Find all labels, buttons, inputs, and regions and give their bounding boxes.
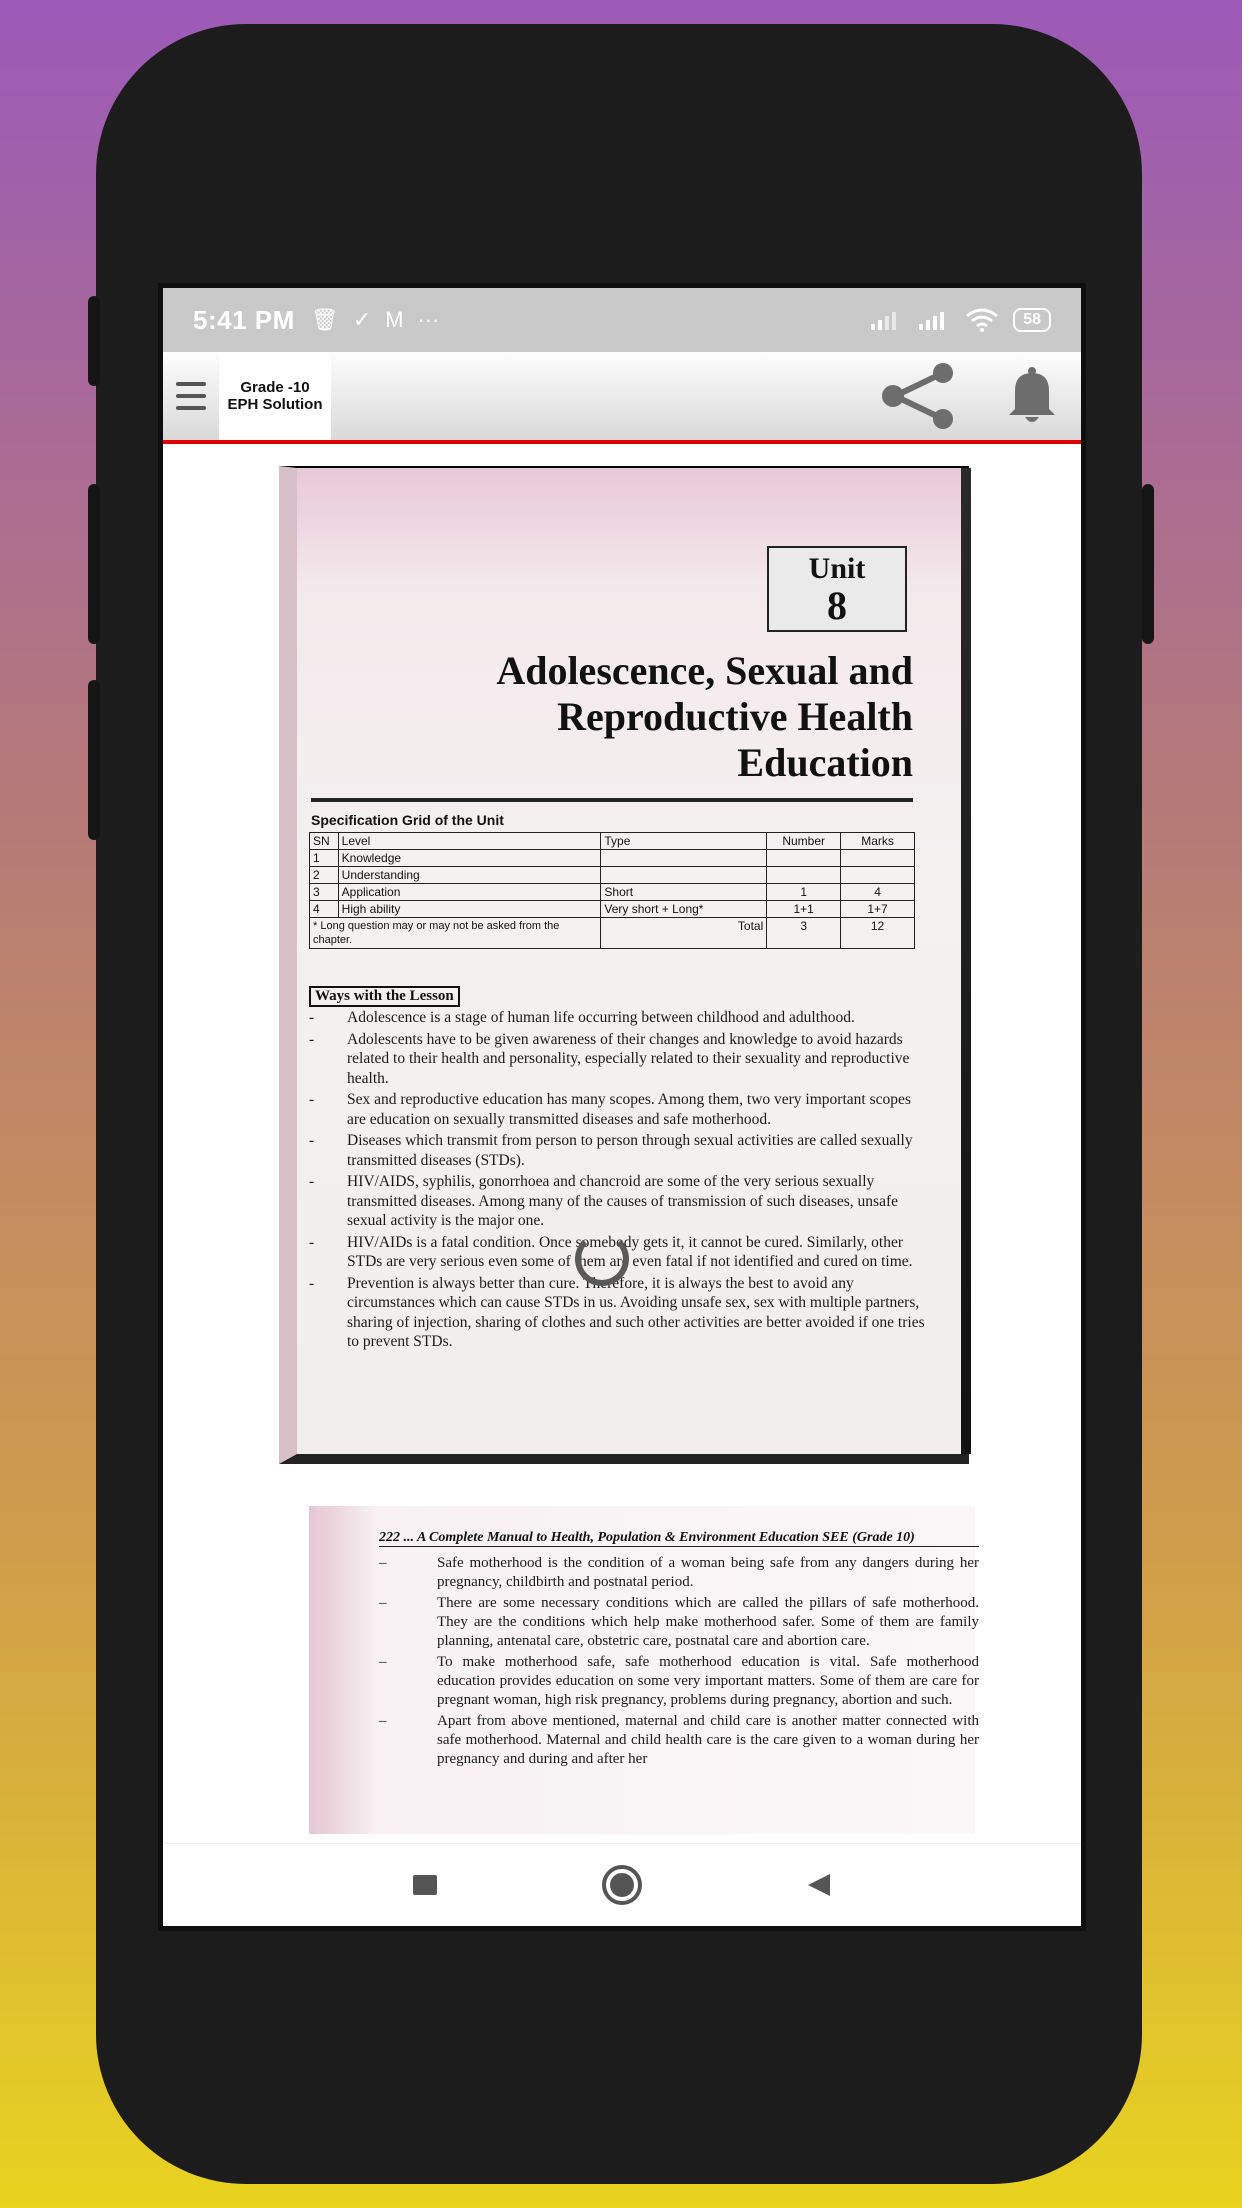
table-cell: 1 <box>767 884 841 901</box>
recents-square-icon[interactable] <box>410 1870 440 1900</box>
battery-icon: 58 <box>1013 308 1051 332</box>
chapter-title-line3: Education <box>737 740 913 785</box>
table-cell: 2 <box>310 867 339 884</box>
ways-heading: Ways with the Lesson <box>309 986 460 1007</box>
page2-bullets <box>379 1554 979 1771</box>
status-notification-icons <box>311 307 440 333</box>
wifi-icon <box>965 308 999 332</box>
table-total-number: 3 <box>767 918 841 949</box>
list-item: – Apart from above mentioned, maternal and child care is another matter connected with safe motherhood. Maternal and child health care is the care given to a woman during her pregnancy and during and after her <box>379 1712 979 1769</box>
table-cell: Short <box>601 884 767 901</box>
table-cell: 4 <box>310 901 339 918</box>
chapter-title-line1: Adolescence, Sexual and <box>496 648 913 693</box>
table-cell <box>767 850 841 867</box>
table-cell <box>601 850 767 867</box>
unit-label: Unit <box>808 552 866 585</box>
list-item: - Sex and reproductive education has many scopes. Among them, two very important scopes are education on sexually transmitted diseases and safe motherhood. <box>309 1090 925 1129</box>
list-item: – There are some necessary conditions which are called the pillars of safe motherhood. They are the conditions which help make motherhood safer. Some of them are family planning, antenatal care, obstetric care, postnatal care and abortion care. <box>379 1594 979 1651</box>
chapter-title <box>317 648 913 786</box>
table-row <box>310 884 915 901</box>
table-cell: Knowledge <box>338 850 601 867</box>
lesson-bullets <box>309 1008 925 1354</box>
list-item: - Prevention is always better than cure. Therefore, it is always the best to avoid any circumstances which can cause STDs in us. Avoiding unsafe sex, sex with multiple partners, sharing of injection, sharing of clothes and such other activities are better avoided if one tries to prevent STDs. <box>309 1274 925 1352</box>
table-header-cell: Marks <box>841 833 915 850</box>
app-logo-line1: Grade -10 <box>240 379 310 396</box>
status-bar <box>163 288 1081 352</box>
list-item: - HIV/AIDs is a fatal condition. Once somebody gets it, it cannot be cured. Similarly, other STDs are very serious even some of them are even fatal if not identified and cured on time. <box>309 1233 925 1272</box>
table-header-cell: Number <box>767 833 841 850</box>
table-cell <box>841 867 915 884</box>
table-header-cell: Type <box>601 833 767 850</box>
hamburger-menu-icon[interactable] <box>163 350 219 442</box>
table-header-row <box>310 833 915 850</box>
phone-side-button <box>88 296 100 386</box>
gmail-icon: M <box>385 307 404 332</box>
list-item: - HIV/AIDS, syphilis, gonorrhoea and chancroid are some of the very serious sexually transmitted diseases. Among many of the causes of transmission of such diseases, unsafe sexual activity is the major one. <box>309 1172 925 1231</box>
app-logo <box>219 352 331 440</box>
notification-bell-icon[interactable] <box>1001 365 1063 427</box>
more-dots-icon: ··· <box>417 307 440 332</box>
table-cell: Understanding <box>338 867 601 884</box>
navigation-bar <box>163 1843 1081 1926</box>
phone-side-button <box>1142 484 1154 644</box>
unit-badge <box>767 546 907 632</box>
table-header-cell: SN <box>310 833 339 850</box>
device-screen <box>158 283 1086 1931</box>
table-cell: Very short + Long* <box>601 901 767 918</box>
table-cell: 4 <box>841 884 915 901</box>
list-item: - Diseases which transmit from person to person through sexual activities are called sexually transmitted diseases (STDs). <box>309 1131 925 1170</box>
phone-side-button <box>88 484 100 644</box>
table-row <box>310 867 915 884</box>
table-cell: 1+1 <box>767 901 841 918</box>
page2-running-header: 222 ... A Complete Manual to Health, Population & Environment Education SEE (Grade 10) <box>379 1530 979 1547</box>
table-cell: High ability <box>338 901 601 918</box>
table-total-marks: 12 <box>841 918 915 949</box>
table-cell: 1+7 <box>841 901 915 918</box>
signal-icon-2 <box>917 310 951 330</box>
list-item: - Adolescence is a stage of human life occurring between childhood and adulthood. <box>309 1008 925 1028</box>
table-cell <box>601 867 767 884</box>
document-viewer[interactable] <box>163 444 1081 1834</box>
trash-icon: 🗑 <box>310 307 339 332</box>
table-total-label: Total <box>601 918 767 949</box>
signal-icon <box>869 310 903 330</box>
download-done-icon: ✓ <box>352 307 372 332</box>
unit-number: 8 <box>827 583 847 628</box>
table-row <box>310 901 915 918</box>
specification-grid-table <box>309 832 915 949</box>
scanned-page-2 <box>309 1506 979 1834</box>
loading-spinner-icon <box>575 1232 629 1286</box>
share-icon[interactable] <box>879 363 959 429</box>
back-triangle-icon[interactable] <box>804 1870 834 1900</box>
table-row <box>310 850 915 867</box>
list-item: – Safe motherhood is the condition of a woman being safe from any dangers during her pregnancy, childbirth and postnatal period. <box>379 1554 979 1592</box>
grid-title: Specification Grid of the Unit <box>311 812 504 828</box>
app-bar <box>163 352 1081 444</box>
list-item: - Adolescents have to be given awareness of their changes and knowledge to avoid hazards related to their health and personality, especially related to their sexuality and reproductive health. <box>309 1030 925 1089</box>
table-note: * Long question may or may not be asked from the chapter. <box>310 918 601 949</box>
table-cell: 1 <box>310 850 339 867</box>
table-header-cell: Level <box>338 833 601 850</box>
app-logo-line2: EPH Solution <box>227 396 323 413</box>
title-divider <box>311 798 913 802</box>
table-cell <box>767 867 841 884</box>
list-item: – To make motherhood safe, safe motherhood education is vital. Safe motherhood education provides education on some very important matters. Some of them are care for pregnant woman, high risk pregnancy, problems during pregnancy, abortion and such. <box>379 1653 979 1710</box>
table-cell: 3 <box>310 884 339 901</box>
chapter-title-line2: Reproductive Health <box>557 694 913 739</box>
status-time: 5:41 PM <box>193 304 295 335</box>
home-circle-icon[interactable] <box>600 1863 644 1907</box>
scanned-page-1 <box>279 466 969 1464</box>
phone-side-button <box>88 680 100 840</box>
table-cell <box>841 850 915 867</box>
table-total-row <box>310 918 915 949</box>
status-system-icons <box>869 308 1051 332</box>
table-cell: Application <box>338 884 601 901</box>
app-bar-actions <box>879 363 1081 429</box>
